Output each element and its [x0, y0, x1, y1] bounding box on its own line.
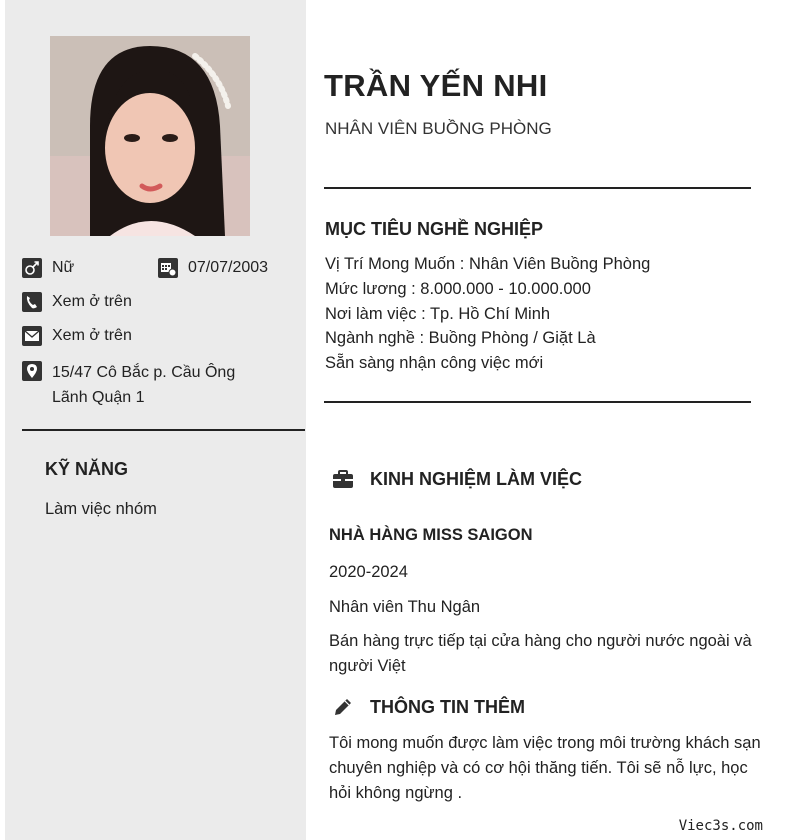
address-line-1: 15/47 Cô Bắc p. Cầu Ông [52, 364, 236, 381]
envelope-icon [22, 326, 42, 346]
birthdate-value: 07/07/2003 [188, 259, 269, 276]
calendar-icon [158, 258, 178, 278]
phone-value: Xem ở trên [52, 293, 132, 310]
objective-title: MỤC TIÊU NGHỀ NGHIỆP [325, 219, 544, 239]
objective-divider [324, 401, 751, 403]
objective-line: Ngành nghề : Buồng Phòng / Giặt Là [325, 329, 596, 347]
additional-title: THÔNG TIN THÊM [370, 697, 525, 717]
skills-title: KỸ NĂNG [45, 459, 129, 479]
candidate-name: TRẦN YẾN NHI [324, 68, 548, 103]
email-value: Xem ở trên [52, 327, 132, 344]
header-divider [324, 187, 751, 189]
gender-value: Nữ [52, 259, 75, 276]
watermark: Viec3s.com [678, 818, 763, 834]
objective-line: Sẵn sàng nhận công việc mới [325, 354, 544, 372]
objective-line: Nơi làm việc : Tp. Hồ Chí Minh [325, 305, 551, 323]
briefcase-icon [332, 468, 354, 490]
objective-line: Mức lương : 8.000.000 - 10.000.000 [325, 280, 591, 298]
candidate-role: NHÂN VIÊN BUỒNG PHÒNG [325, 119, 552, 138]
skill-item: Làm việc nhóm [45, 500, 157, 518]
experience-title: KINH NGHIỆM LÀM VIỆC [370, 469, 583, 489]
pencil-icon [332, 696, 354, 718]
address-line-2: Lãnh Quận 1 [52, 389, 145, 406]
location-pin-icon [22, 361, 42, 381]
work-period: 2020-2024 [329, 563, 408, 581]
company-name: NHÀ HÀNG MISS SAIGON [329, 526, 533, 544]
objective-line: Vị Trí Mong Muốn : Nhân Viên Buồng Phòng [325, 255, 651, 273]
sidebar-divider [22, 429, 305, 431]
profile-photo [50, 36, 250, 236]
gender-icon [22, 258, 42, 278]
additional-text: Tôi mong muốn được làm việc trong môi trường khách sạn chuyên nghiệp và có cơ hội thăng tiến. Tôi sẽ nỗ lực, học hỏi không ngừng . [329, 734, 761, 802]
work-description: Bán hàng trực tiếp tại cửa hàng cho người nước ngoài và người Việt [329, 632, 752, 675]
work-position: Nhân viên Thu Ngân [329, 598, 481, 616]
phone-icon [22, 292, 42, 312]
